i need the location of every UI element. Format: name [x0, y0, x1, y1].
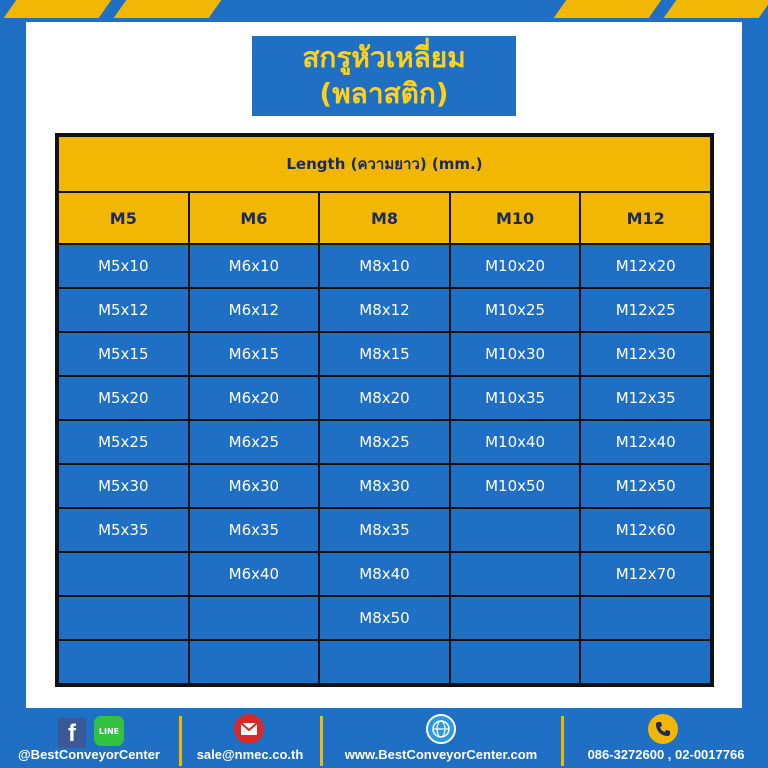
footer-email[interactable]	[182, 708, 318, 768]
table-cell: M6x15	[189, 332, 320, 376]
table-cell: M12x40	[580, 420, 711, 464]
phone-numbers: 086-3272600 , 02-0017766	[587, 747, 745, 762]
table-cell: M12x35	[580, 376, 711, 420]
table-cell: M12x70	[580, 552, 711, 596]
table-cell: M6x12	[189, 288, 320, 332]
title-line-1: สกรูหัวเหลี่ยม	[302, 41, 466, 74]
table-header-length: Length (ความยาว) (mm.)	[58, 136, 711, 192]
table-cell: M6x25	[189, 420, 320, 464]
column-header-m12: M12	[580, 192, 711, 244]
table-body	[58, 244, 711, 684]
table-cell	[58, 640, 189, 684]
column-header-m6: M6	[189, 192, 320, 244]
table-cell	[450, 552, 581, 596]
table-row	[58, 464, 711, 508]
table-cell	[189, 640, 320, 684]
table-cell	[319, 640, 450, 684]
table-cell: M8x35	[319, 508, 450, 552]
table-cell: M10x50	[450, 464, 581, 508]
table-cell	[58, 596, 189, 640]
column-header-m8: M8	[319, 192, 450, 244]
page-title	[252, 36, 516, 116]
table-cell: M10x35	[450, 376, 581, 420]
table-cell: M5x10	[58, 244, 189, 288]
table-row	[58, 376, 711, 420]
column-header-m10: M10	[450, 192, 581, 244]
table-cell	[450, 596, 581, 640]
table-cell	[580, 640, 711, 684]
table-cell: M5x20	[58, 376, 189, 420]
table-cell: M12x30	[580, 332, 711, 376]
column-header-m5: M5	[58, 192, 189, 244]
table-cell: M8x20	[319, 376, 450, 420]
table-cell: M10x25	[450, 288, 581, 332]
table-cell: M6x20	[189, 376, 320, 420]
table-cell	[450, 508, 581, 552]
stripe	[4, 0, 112, 18]
table-cell: M5x12	[58, 288, 189, 332]
table-cell: M8x50	[319, 596, 450, 640]
email-address: sale@nmec.co.th	[196, 747, 304, 762]
table-cell	[189, 596, 320, 640]
top-stripes	[0, 0, 768, 20]
table-cell: M10x40	[450, 420, 581, 464]
table-cell: M6x35	[189, 508, 320, 552]
table-cell: M5x35	[58, 508, 189, 552]
stripe	[664, 0, 768, 18]
table-cell: M6x40	[189, 552, 320, 596]
table-cell: M12x20	[580, 244, 711, 288]
footer-social[interactable]	[0, 708, 178, 768]
table-row	[58, 552, 711, 596]
table-row	[58, 332, 711, 376]
table-row	[58, 420, 711, 464]
table-cell: M5x25	[58, 420, 189, 464]
table-row	[58, 288, 711, 332]
table-row	[58, 640, 711, 684]
social-handle: @BestConveyorCenter	[18, 747, 160, 762]
footer	[0, 708, 768, 768]
table-cell	[58, 552, 189, 596]
table-row	[58, 508, 711, 552]
line-icon-label: LINE	[98, 726, 120, 736]
table-cell: M8x10	[319, 244, 450, 288]
table-cell: M8x25	[319, 420, 450, 464]
table-row	[58, 244, 711, 288]
facebook-icon[interactable]: f	[58, 718, 86, 748]
size-table	[55, 133, 714, 687]
table-cell: M6x30	[189, 464, 320, 508]
table-cell: M5x15	[58, 332, 189, 376]
stripe	[554, 0, 662, 18]
table-cell: M8x15	[319, 332, 450, 376]
table-cell: M6x10	[189, 244, 320, 288]
size-table-grid	[57, 135, 712, 685]
table-cell	[450, 640, 581, 684]
table-cell: M8x30	[319, 464, 450, 508]
table-cell	[580, 596, 711, 640]
table-cell: M12x50	[580, 464, 711, 508]
footer-phone[interactable]	[564, 708, 768, 768]
table-cell: M10x30	[450, 332, 581, 376]
column-header-row	[58, 192, 711, 244]
table-cell: M10x20	[450, 244, 581, 288]
footer-website[interactable]	[323, 708, 559, 768]
website-url: www.BestConveyorCenter.com	[344, 747, 538, 762]
table-cell: M8x40	[319, 552, 450, 596]
table-cell: M12x25	[580, 288, 711, 332]
title-line-2: (พลาสติก)	[319, 77, 449, 110]
table-cell: M8x12	[319, 288, 450, 332]
stripe	[114, 0, 222, 18]
table-cell: M12x60	[580, 508, 711, 552]
table-cell: M5x30	[58, 464, 189, 508]
table-row	[58, 596, 711, 640]
